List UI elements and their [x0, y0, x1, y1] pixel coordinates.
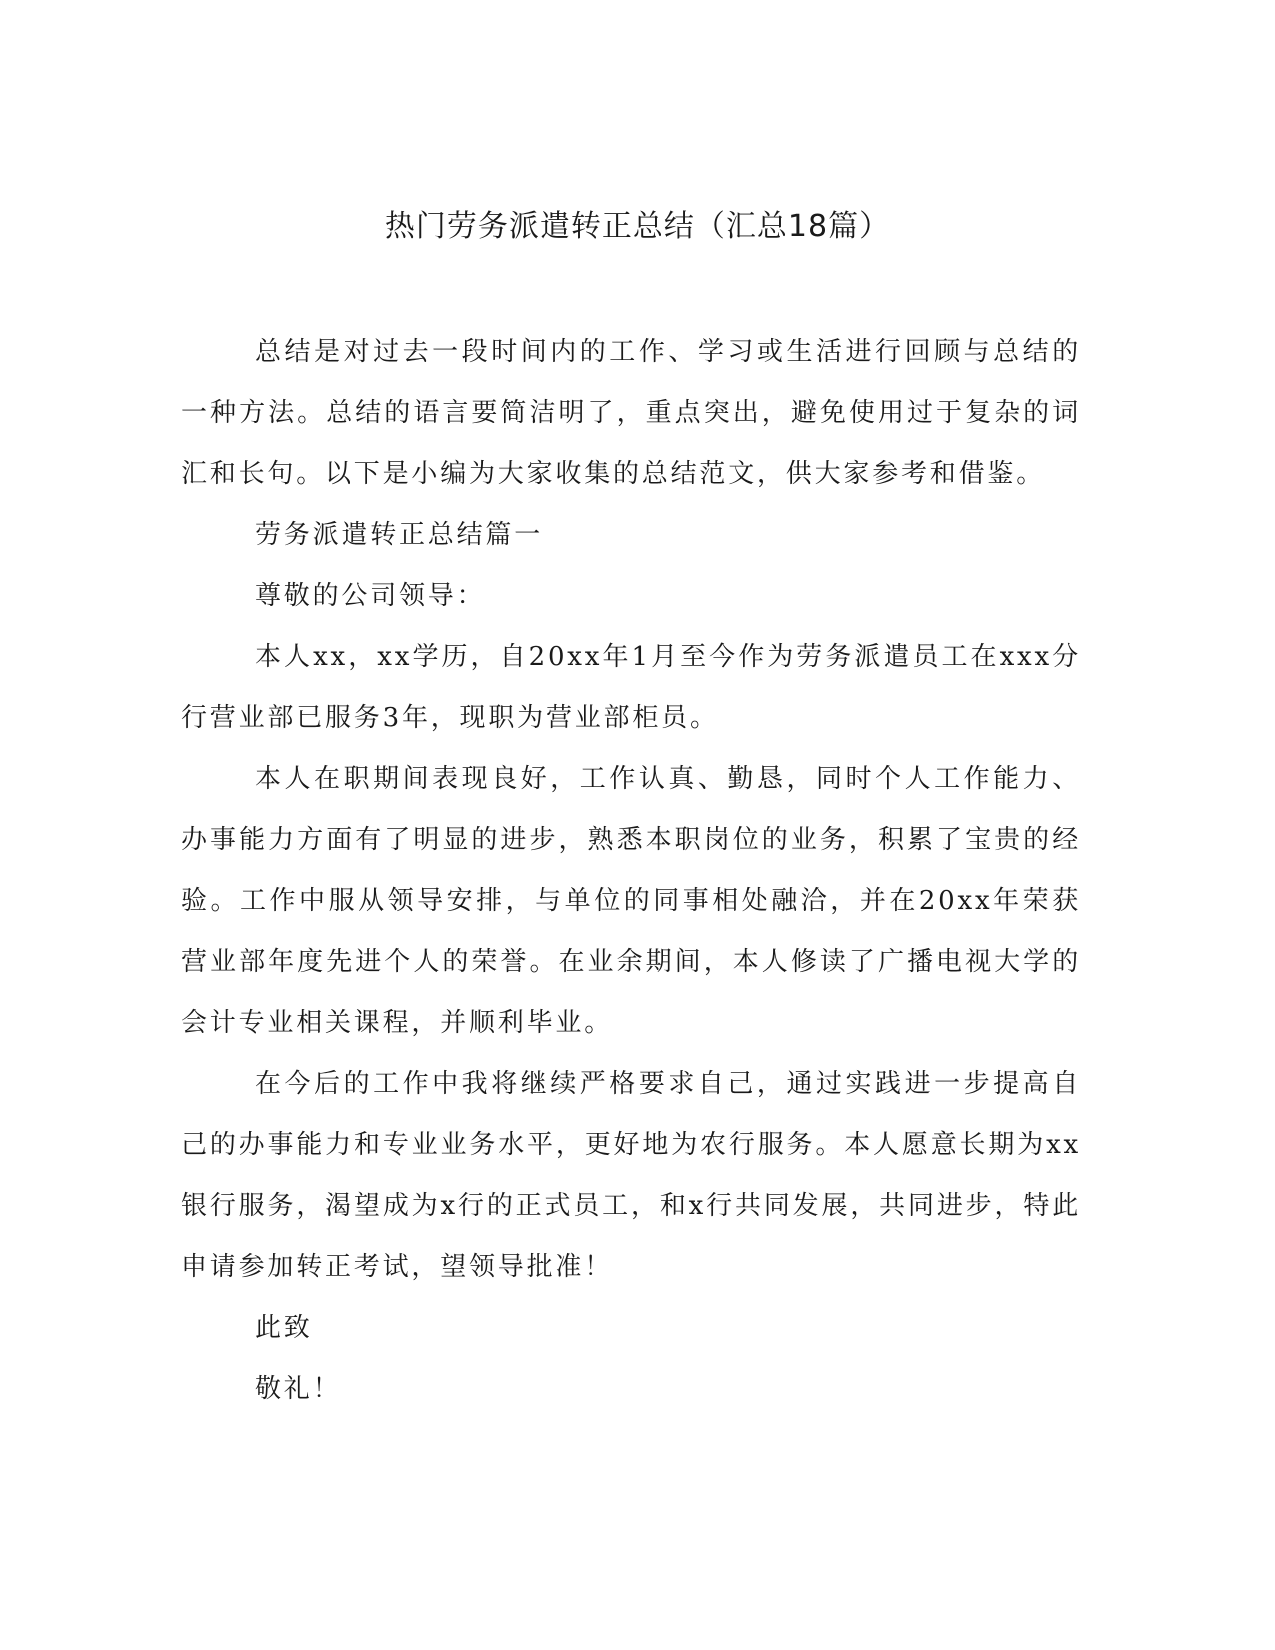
body-paragraph: 本人xx，xx学历，自20xx年1月至今作为劳务派遣员工在xxx分行营业部已服务3年，现职为营业部柜员。 [181, 642, 1081, 733]
body-paragraph: 本人在职期间表现良好，工作认真、勤恳，同时个人工作能力、办事能力方面有了明显的进步，熟悉本职岗位的业务，积累了宝贵的经验。工作中服从领导安排，与单位的同事相处融洽，并在20xx年荣获营业部年度先进个人的荣誉。在业余期间，本人修读了广播电视大学的会计专业相关课程，并顺利毕业。 [181, 764, 1081, 1038]
body-paragraph: 在今后的工作中我将继续严格要求自己，通过实践进一步提高自己的办事能力和专业业务水平，更好地为农行服务。本人愿意长期为xx银行服务，渴望成为x行的正式员工，和x行共同发展，共同进步，特此申请参加转正考试，望领导批准！ [181, 1069, 1081, 1282]
document-body [181, 322, 1081, 1420]
salutation: 尊敬的公司领导： [255, 581, 486, 611]
section-heading: 劳务派遣转正总结篇一 [255, 520, 544, 550]
document-title: 热门劳务派遣转正总结（汇总18篇） [384, 209, 891, 244]
intro-paragraph: 总结是对过去一段时间内的工作、学习或生活进行回顾与总结的一种方法。总结的语言要简洁明了，重点突出，避免使用过于复杂的词汇和长句。以下是小编为大家收集的总结范文，供大家参考和借鉴。 [181, 337, 1081, 489]
closing-regards: 敬礼！ [255, 1374, 342, 1404]
closing-line: 此致 [255, 1313, 313, 1343]
